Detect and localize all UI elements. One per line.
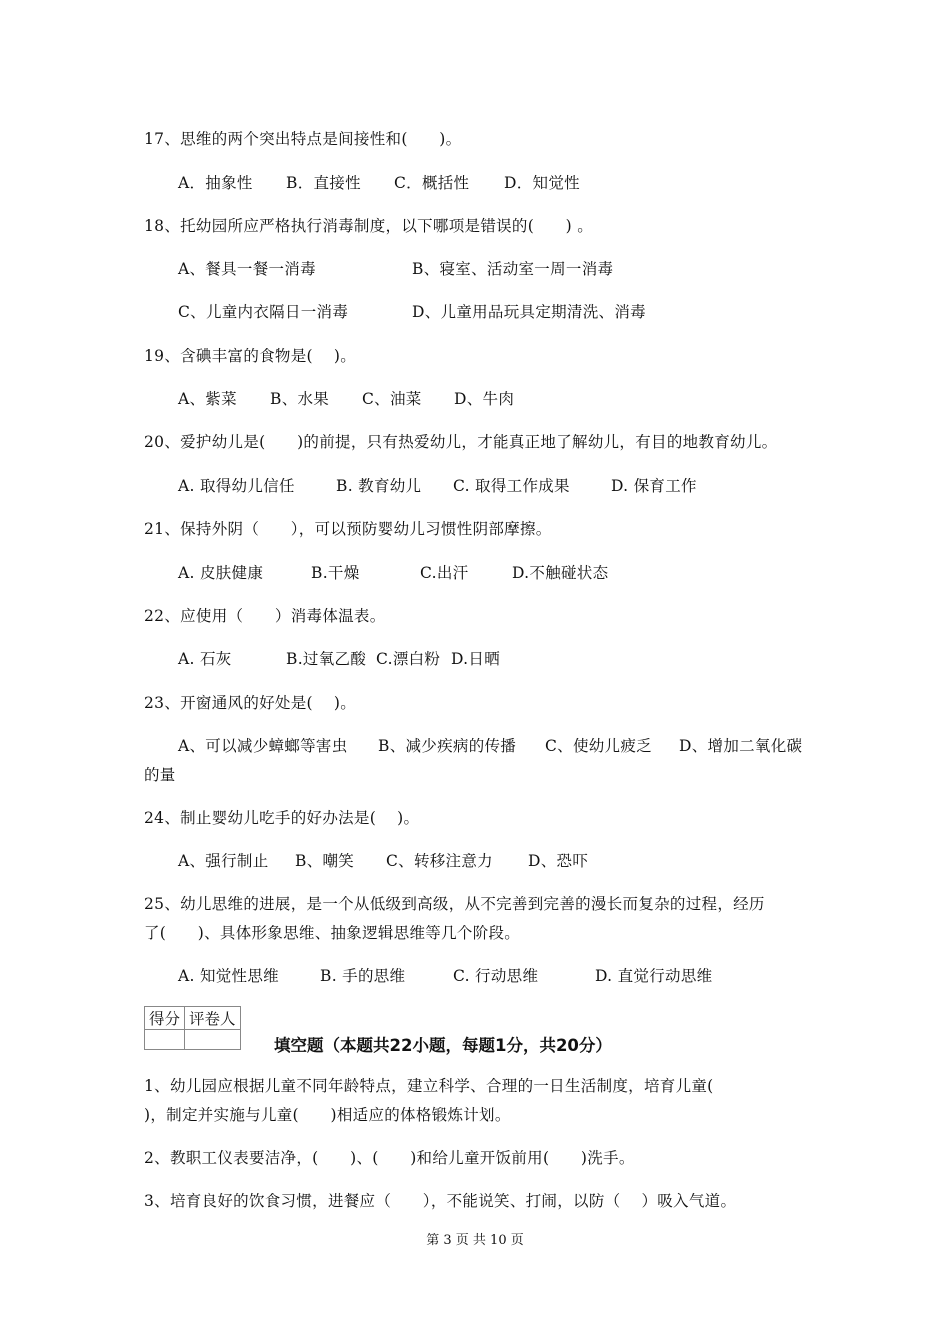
question-25-options xyxy=(178,964,712,986)
option-c: C．概括性 xyxy=(394,174,470,192)
option-b: B、寝室、活动室一周一消毒 xyxy=(412,260,614,278)
question-18-options-row1 xyxy=(178,257,613,279)
question-24-stem: 24、制止婴幼儿吃手的好办法是( )。 xyxy=(144,809,420,827)
option-d: D、增加二氧化碳 xyxy=(679,737,803,755)
option-a: A、紫菜 xyxy=(178,390,237,408)
option-c: C. 行动思维 xyxy=(453,967,539,985)
option-c: C.漂白粉 xyxy=(376,650,441,668)
question-20-options xyxy=(178,474,697,496)
question-17-options xyxy=(178,171,580,193)
score-cell xyxy=(145,1030,185,1050)
option-d: D. 保育工作 xyxy=(611,477,697,495)
fill-question-1-line2: )，制定并实施与儿童( )相适应的体格锻炼计划。 xyxy=(144,1106,511,1124)
option-d: D、儿童用品玩具定期清洗、消毒 xyxy=(412,303,646,321)
option-c: C、儿童内衣隔日一消毒 xyxy=(178,303,349,321)
option-a: A、餐具一餐一消毒 xyxy=(178,260,316,278)
fill-question-1-line1: 1、幼儿园应根据儿童不同年龄特点，建立科学、合理的一日生活制度，培育儿童( xyxy=(144,1077,714,1095)
score-table xyxy=(144,1006,241,1050)
option-a: A. 取得幼儿信任 xyxy=(178,477,295,495)
option-c: C、转移注意力 xyxy=(386,852,493,870)
question-22-options xyxy=(178,647,500,669)
question-18-options-row2 xyxy=(178,300,646,322)
option-d: D.日晒 xyxy=(451,650,501,668)
option-b: B. 教育幼儿 xyxy=(336,477,422,495)
question-24-options xyxy=(178,849,588,871)
question-23-continuation: 的量 xyxy=(144,766,176,784)
option-d: D. 直觉行动思维 xyxy=(595,967,713,985)
option-d: D、牛肉 xyxy=(454,390,515,408)
question-20-stem: 20、爱护幼儿是( )的前提，只有热爱幼儿，才能真正地了解幼儿，有目的地教育幼儿。 xyxy=(144,433,778,451)
question-21-options xyxy=(178,561,608,583)
option-c: C.出汗 xyxy=(420,564,469,582)
question-18-stem: 18、托幼园所应严格执行消毒制度，以下哪项是错误的( ) 。 xyxy=(144,217,594,235)
option-b: B. 手的思维 xyxy=(320,967,406,985)
question-25-stem: 25、幼儿思维的进展，是一个从低级到高级，从不完善到完善的漫长而复杂的过程，经历 xyxy=(144,895,765,913)
question-23-options xyxy=(178,734,802,756)
grader-label: 评卷人 xyxy=(185,1007,241,1030)
option-d: D．知觉性 xyxy=(504,174,580,192)
option-a: A. 石灰 xyxy=(178,650,232,668)
question-22-stem: 22、应使用（ ）消毒体温表。 xyxy=(144,607,386,625)
question-19-stem: 19、含碘丰富的食物是( )。 xyxy=(144,347,357,365)
option-b: B.过氧乙酸 xyxy=(286,650,367,668)
question-19-options xyxy=(178,387,514,409)
option-a: A. 皮肤健康 xyxy=(178,564,264,582)
option-a: A. 知觉性思维 xyxy=(178,967,279,985)
score-label: 得分 xyxy=(145,1007,185,1030)
option-a: A．抽象性 xyxy=(178,174,253,192)
option-b: B.干燥 xyxy=(311,564,360,582)
option-c: C、使幼儿疲乏 xyxy=(545,737,652,755)
question-25-stem-continuation: 了( )、具体形象思维、抽象逻辑思维等几个阶段。 xyxy=(144,924,521,942)
option-b: B、嘲笑 xyxy=(295,852,355,870)
question-23-stem: 23、开窗通风的好处是( )。 xyxy=(144,694,357,712)
option-c: C. 取得工作成果 xyxy=(453,477,570,495)
page-footer: 第 3 页 共 10 页 xyxy=(426,1233,524,1248)
fill-question-3: 3、培育良好的饮食习惯，进餐应（ ），不能说笑、打闹，以防（ ）吸入气道。 xyxy=(144,1192,737,1210)
option-a: A、可以减少蟑螂等害虫 xyxy=(178,737,348,755)
option-b: B．直接性 xyxy=(286,174,361,192)
question-21-stem: 21、保持外阴（ ），可以预防婴幼儿习惯性阴部摩擦。 xyxy=(144,520,552,538)
option-c: C、油菜 xyxy=(362,390,422,408)
fill-question-2: 2、教职工仪表要洁净，( )、( )和给儿童开饭前用( )洗手。 xyxy=(144,1149,635,1167)
grader-cell xyxy=(185,1030,241,1050)
option-d: D.不触碰状态 xyxy=(512,564,609,582)
option-b: B、减少疾病的传播 xyxy=(378,737,517,755)
option-a: A、强行制止 xyxy=(178,852,269,870)
question-17-stem: 17、思维的两个突出特点是间接性和( )。 xyxy=(144,130,462,148)
section-title: 填空题（本题共22小题，每题1分，共20分） xyxy=(274,1036,612,1055)
option-d: D、恐吓 xyxy=(528,852,589,870)
option-b: B、水果 xyxy=(270,390,330,408)
